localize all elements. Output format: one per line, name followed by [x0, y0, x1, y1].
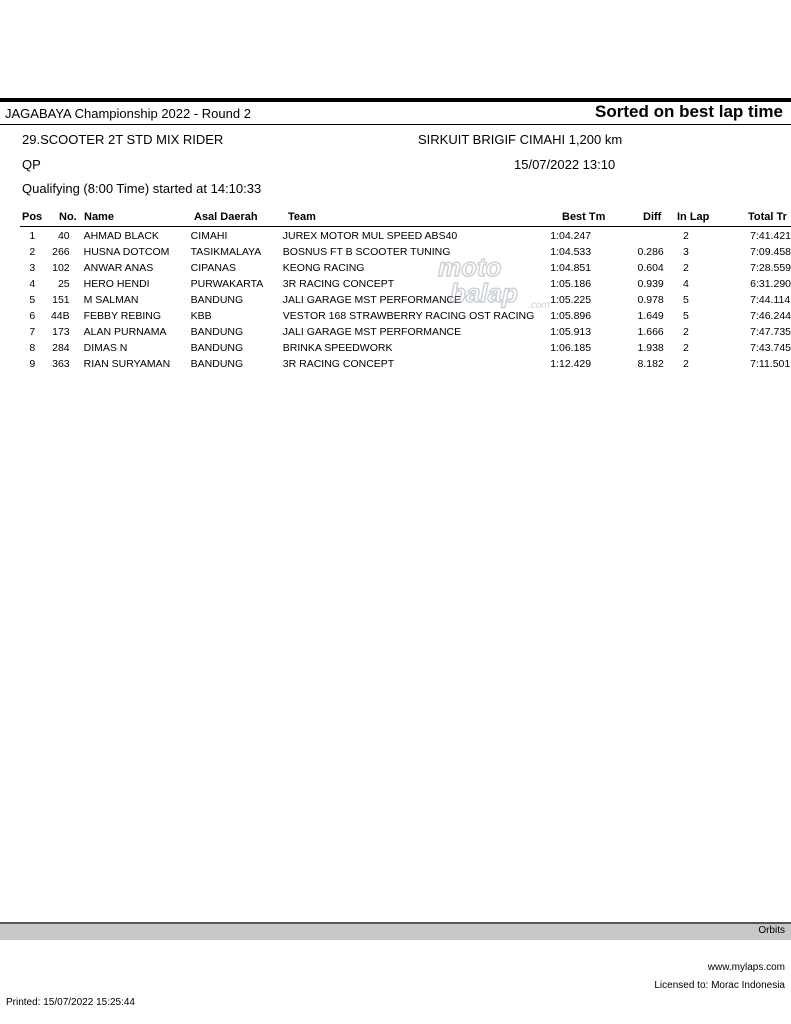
cell-inlap: 5 — [683, 310, 689, 322]
cell-name: AHMAD BLACK — [83, 230, 159, 242]
table-row — [0, 308, 791, 324]
orbits-label: Orbits — [758, 925, 785, 936]
cell-name: M SALMAN — [83, 294, 139, 306]
cell-team: JALI GARAGE MST PERFORMANCE — [282, 326, 462, 338]
cell-asal: BANDUNG — [190, 358, 244, 370]
cell-no: 40 — [57, 230, 70, 242]
col-header-inlap: In Lap — [677, 211, 710, 223]
cell-total: 7:09.458 — [750, 246, 791, 258]
cell-inlap: 3 — [683, 246, 689, 258]
cell-no: 266 — [52, 246, 70, 258]
cell-total: 7:47.735 — [750, 326, 791, 338]
cell-asal: BANDUNG — [190, 342, 244, 354]
cell-inlap: 2 — [683, 358, 689, 370]
cell-diff: 8.182 — [637, 358, 664, 370]
cell-diff: 0.939 — [637, 278, 664, 290]
table-row — [0, 276, 791, 292]
cell-asal: CIPANAS — [190, 262, 236, 274]
cell-pos: 8 — [29, 342, 36, 354]
cell-name: HUSNA DOTCOM — [83, 246, 170, 258]
col-header-pos: Pos — [22, 211, 43, 223]
table-row — [0, 260, 791, 276]
circuit-info: SIRKUIT BRIGIF CIMAHI 1,200 km — [418, 132, 623, 147]
svg-text:moto: moto — [438, 252, 502, 282]
cell-team: BOSNUS FT B SCOOTER TUNING — [282, 246, 451, 258]
table-row — [0, 340, 791, 356]
cell-name: FEBBY REBING — [83, 310, 162, 322]
license-label: Licensed to: Morac Indonesia — [654, 980, 785, 991]
cell-diff: 1.666 — [637, 326, 664, 338]
cell-inlap: 2 — [683, 262, 689, 274]
cell-team: BRINKA SPEEDWORK — [282, 342, 393, 354]
cell-pos: 4 — [29, 278, 36, 290]
championship-title: JAGABAYA Championship 2022 - Round 2 — [5, 106, 251, 121]
col-header-asal: Asal Daerah — [194, 211, 258, 223]
cell-total: 7:43.745 — [750, 342, 791, 354]
cell-no: 284 — [52, 342, 70, 354]
table-row — [0, 324, 791, 340]
cell-team: VESTOR 168 STRAWBERRY RACING OST RACING — [282, 310, 535, 322]
cell-team: KEONG RACING — [282, 262, 365, 274]
cell-asal: CIMAHI — [190, 230, 228, 242]
cell-no: 173 — [52, 326, 70, 338]
cell-diff — [620, 228, 664, 244]
cell-diff: 1.649 — [637, 310, 664, 322]
header-underline — [20, 226, 791, 227]
cell-asal: TASIKMALAYA — [190, 246, 262, 258]
svg-text:.com: .com — [528, 300, 550, 310]
cell-team: JALI GARAGE MST PERFORMANCE — [282, 294, 462, 306]
qualifying-info: Qualifying (8:00 Time) started at 14:10:33 — [22, 181, 262, 196]
header-bottom-rule — [0, 124, 791, 125]
col-header-diff: Diff — [643, 211, 662, 223]
cell-pos: 5 — [29, 294, 36, 306]
website-label: www.mylaps.com — [707, 962, 785, 973]
col-header-name: Name — [84, 211, 114, 223]
cell-asal: BANDUNG — [190, 294, 244, 306]
cell-no: 151 — [52, 294, 70, 306]
cell-inlap: 2 — [683, 342, 689, 354]
col-header-team: Team — [288, 211, 316, 223]
cell-diff: 0.286 — [637, 246, 664, 258]
cell-total: 7:44.114 — [750, 294, 791, 306]
cell-inlap: 5 — [683, 294, 689, 306]
col-header-total: Total Tr — [748, 211, 787, 223]
cell-team: 3R RACING CONCEPT — [282, 278, 395, 290]
cell-best: 1:05.896 — [550, 310, 592, 322]
cell-total: 7:11.501 — [750, 358, 791, 370]
cell-name: DIMAS N — [83, 342, 128, 354]
cell-total: 7:41.421 — [750, 230, 791, 242]
cell-pos: 6 — [29, 310, 36, 322]
cell-inlap: 2 — [683, 230, 689, 242]
cell-pos: 9 — [29, 358, 36, 370]
cell-best: 1:04.851 — [550, 262, 592, 274]
session-code: QP — [22, 157, 41, 172]
cell-pos: 7 — [29, 326, 36, 338]
cell-inlap: 2 — [683, 326, 689, 338]
table-row — [0, 356, 791, 372]
printed-timestamp: Printed: 15/07/2022 15:25:44 — [6, 997, 135, 1008]
cell-pos: 2 — [29, 246, 36, 258]
cell-pos: 1 — [29, 230, 36, 242]
cell-no: 363 — [52, 358, 70, 370]
cell-name: HERO HENDI — [83, 278, 150, 290]
cell-total: 7:46.244 — [750, 310, 791, 322]
results-table — [0, 228, 791, 372]
cell-pos: 3 — [29, 262, 36, 274]
cell-diff: 1.938 — [637, 342, 664, 354]
cell-team: 3R RACING CONCEPT — [282, 358, 395, 370]
table-row — [0, 228, 791, 244]
cell-no: 102 — [52, 262, 70, 274]
sort-label: Sorted on best lap time — [595, 102, 783, 121]
cell-name: ANWAR ANAS — [83, 262, 154, 274]
cell-best: 1:04.247 — [550, 230, 592, 242]
cell-diff: 0.604 — [637, 262, 664, 274]
motobalap-watermark-logo — [432, 252, 557, 310]
col-header-best: Best Tm — [562, 211, 606, 223]
cell-diff: 0.978 — [637, 294, 664, 306]
cell-best: 1:05.186 — [550, 278, 592, 290]
table-row — [0, 244, 791, 260]
cell-best: 1:05.225 — [550, 294, 592, 306]
cell-total: 7:28.559 — [750, 262, 791, 274]
cell-asal: BANDUNG — [190, 326, 244, 338]
cell-team: JUREX MOTOR MUL SPEED ABS40 — [282, 230, 458, 242]
table-row — [0, 292, 791, 308]
cell-inlap: 4 — [683, 278, 689, 290]
cell-best: 1:12.429 — [550, 358, 592, 370]
cell-name: RIAN SURYAMAN — [83, 358, 171, 370]
cell-no: 25 — [57, 278, 70, 290]
cell-best: 1:05.913 — [550, 326, 592, 338]
cell-best: 1:06.185 — [550, 342, 592, 354]
class-name: 29.SCOOTER 2T STD MIX RIDER — [22, 132, 224, 147]
cell-no: 44B — [50, 310, 70, 322]
cell-asal: PURWAKARTA — [190, 278, 264, 290]
svg-text:balap: balap — [450, 278, 518, 308]
cell-name: ALAN PURNAMA — [83, 326, 167, 338]
col-header-no: No. — [59, 211, 77, 223]
footer-bar — [0, 922, 791, 940]
session-datetime: 15/07/2022 13:10 — [514, 157, 616, 172]
cell-asal: KBB — [190, 310, 212, 322]
cell-best: 1:04.533 — [550, 246, 592, 258]
cell-total: 6:31.290 — [750, 278, 791, 290]
